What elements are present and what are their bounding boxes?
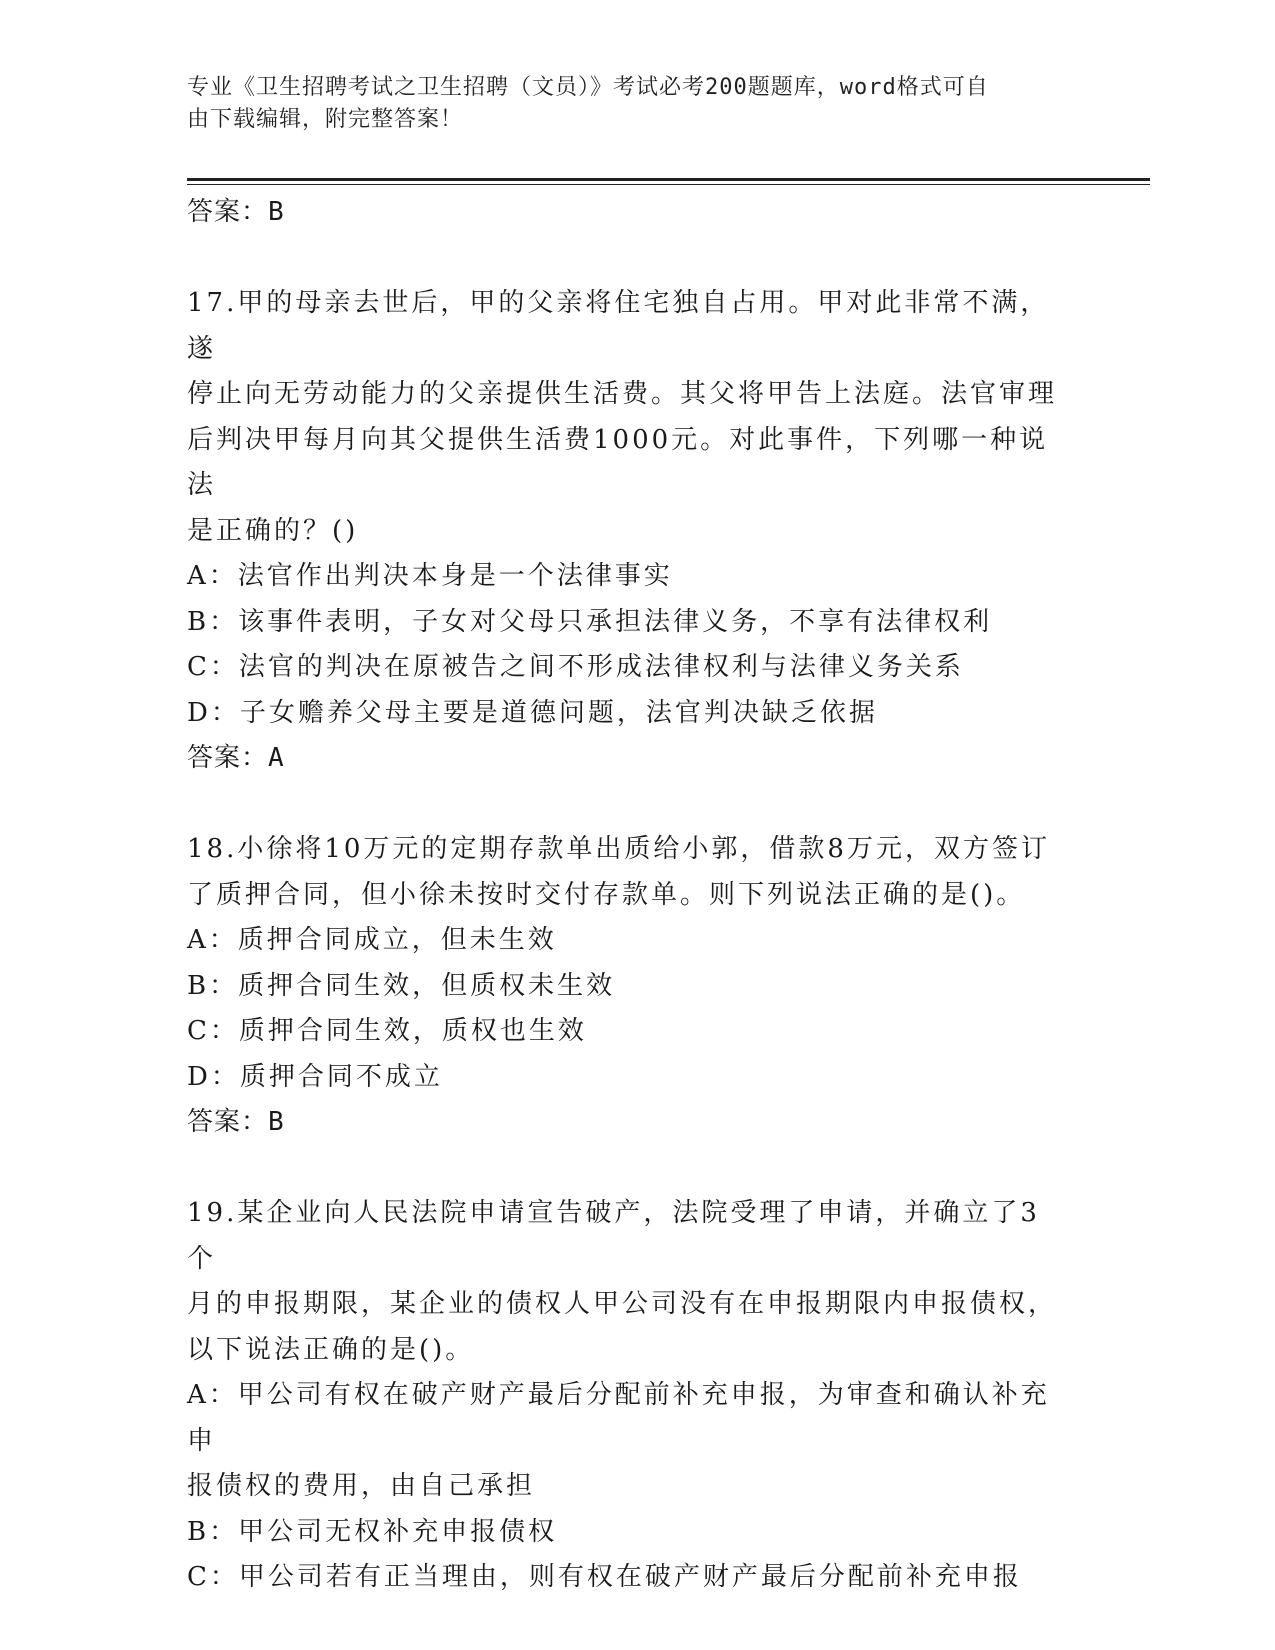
document-header — [187, 72, 1067, 136]
question-19-option-a-continued: 报债权的费用，由自己承担 — [187, 1471, 536, 1501]
question-17-option-a: A：法官作出判决本身是一个法律事实 — [187, 561, 673, 591]
question-18-answer: 答案：B — [187, 1107, 285, 1137]
question-17-line: 17.甲的母亲去世后，甲的父亲将住宅独自占用。甲对此非常不满，遂 — [187, 288, 1050, 364]
question-17-line: 是正确的？() — [187, 515, 359, 546]
question-17-option-c: C：法官的判决在原被告之间不形成法律权利与法律义务关系 — [187, 652, 964, 682]
question-19-line: 月的申报期限，某企业的债权人甲公司没有在申报期限内申报债权， — [187, 1289, 1058, 1319]
question-17 — [187, 281, 1067, 782]
question-18-option-b: B：质押合同生效，但质权未生效 — [187, 970, 616, 1001]
question-content — [187, 190, 1067, 1601]
question-17-line: 后判决甲每月向其父提供生活费1000元。对此事件，下列哪一种说法 — [187, 424, 1049, 500]
header-line-1: 专业《卫生招聘考试之卫生招聘（文员）》考试必考200题题库，word格式可自 — [187, 75, 989, 100]
header-line-2: 由下载编辑，附完整答案！ — [187, 107, 464, 132]
question-18-option-a: A：质押合同成立，但未生效 — [187, 925, 557, 955]
question-17-answer: 答案：A — [187, 743, 285, 773]
previous-answer: 答案：B — [187, 197, 285, 227]
question-18-option-c: C：质押合同生效，质权也生效 — [187, 1016, 587, 1046]
question-17-option-b: B：该事件表明，子女对父母只承担法律义务，不享有法律权利 — [187, 606, 993, 637]
question-19 — [187, 1191, 1067, 1601]
question-19-line: 以下说法正确的是()。 — [187, 1334, 475, 1365]
question-19-option-a: A：甲公司有权在破产财产最后分配前补充申报，为审查和确认补充申 — [187, 1380, 1050, 1456]
question-18-option-d: D：质押合同不成立 — [187, 1061, 443, 1092]
question-17-option-d: D：子女赡养父母主要是道德问题，法官判决缺乏依据 — [187, 697, 878, 728]
header-rule-thin — [187, 184, 1150, 185]
question-18 — [187, 827, 1067, 1146]
question-19-option-b: B：甲公司无权补充申报债权 — [187, 1516, 558, 1547]
question-17-line: 停止向无劳动能力的父亲提供生活费。其父将甲告上法庭。法官审理 — [187, 379, 1058, 409]
question-19-option-c: C：甲公司若有正当理由，则有权在破产财产最后分配前补充申报 — [187, 1562, 1022, 1592]
question-18-line: 了质押合同，但小徐未按时交付存款单。则下列说法正确的是()。 — [187, 879, 1026, 910]
header-rule-thick — [187, 178, 1150, 181]
question-18-line: 18.小徐将10万元的定期存款单出质给小郭，借款8万元，双方签订 — [187, 834, 1050, 864]
question-19-line: 19.某企业向人民法院申请宣告破产，法院受理了申请，并确立了3个 — [187, 1198, 1040, 1274]
